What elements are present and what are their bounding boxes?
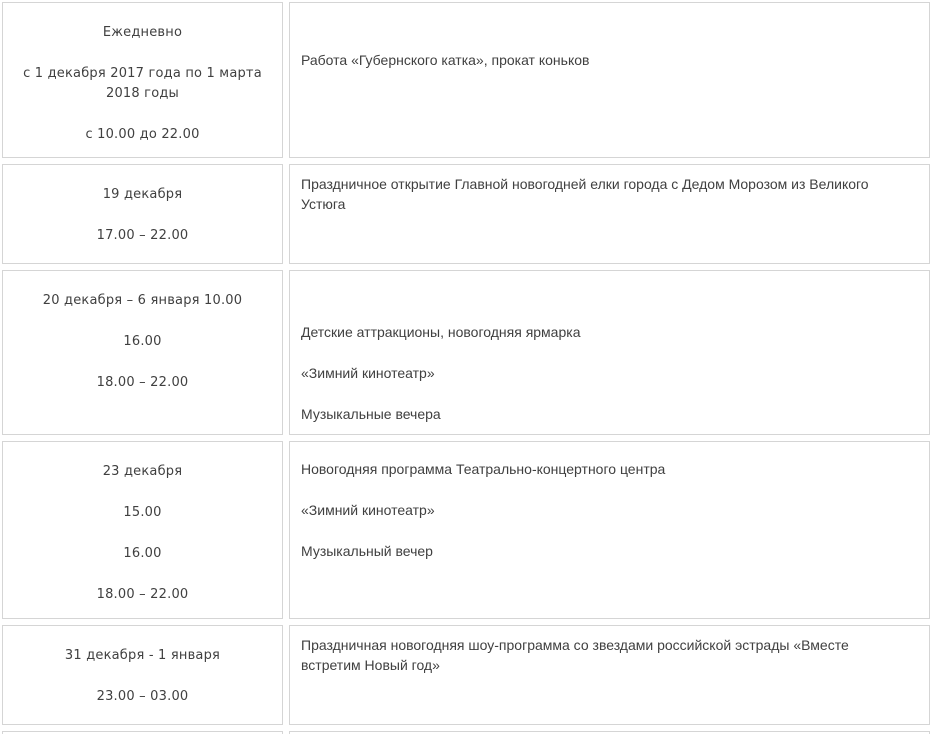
- event-description-cell-text: Работа «Губернского катка», прокат коньков: [301, 51, 590, 68]
- event-description-cell-text: Новогодняя программа Театрально-концертного центра: [301, 460, 666, 477]
- event-description-cell-text: «Зимний кинотеатр»: [301, 501, 435, 518]
- table-row: [2, 625, 930, 725]
- event-description-cell: [289, 270, 930, 435]
- table-row: [2, 270, 930, 435]
- schedule-time-cell-text: 16.00: [123, 334, 162, 349]
- event-description-cell-text: [301, 281, 881, 301]
- event-description-cell-text: Праздничная новогодняя шоу-программа со звездами российской эстрады «Вместе встретим Новый год»: [301, 636, 849, 673]
- schedule-time-cell-text: с 10.00 до 22.00: [85, 127, 200, 142]
- schedule-table-body: [2, 2, 930, 734]
- schedule-time-cell-text: 31 декабря - 1 января: [64, 648, 221, 663]
- event-description-cell-text: [301, 582, 881, 602]
- event-description-cell-text: Детские аттракционы, новогодняя ярмарка: [301, 324, 581, 340]
- schedule-time-cell-text: 18.00 – 22.00: [96, 587, 189, 602]
- event-description-cell-text: «Зимний кинотеатр»: [301, 365, 435, 381]
- schedule-time-cell-text: 23.00 – 03.00: [96, 689, 189, 704]
- schedule-time-cell-text: Ежедневно: [102, 25, 183, 40]
- table-row: [2, 2, 930, 158]
- event-description-cell: [289, 164, 930, 264]
- schedule-time-cell-text: 20 декабря – 6 января 10.00: [42, 293, 243, 308]
- schedule-time-cell: [2, 2, 283, 158]
- schedule-time-cell: [2, 164, 283, 264]
- event-description-cell: [289, 2, 930, 158]
- schedule-time-cell-text: с 1 декабря 2017 года по 1 марта 2018 годы: [23, 66, 262, 101]
- event-description-cell-text: [301, 696, 881, 716]
- schedule-time-cell: [2, 270, 283, 435]
- schedule-time-cell: [2, 441, 283, 619]
- schedule-time-cell-text: 15.00: [123, 505, 162, 520]
- table-row: [2, 164, 930, 264]
- schedule-time-cell-text: 16.00: [123, 546, 162, 561]
- table-row: [2, 441, 930, 619]
- schedule-time-cell-text: 18.00 – 22.00: [96, 375, 189, 390]
- event-description-cell-text: Музыкальные вечера: [301, 406, 441, 422]
- schedule-time-cell-text: 23 декабря: [102, 464, 183, 479]
- schedule-time-cell-text: 19 декабря: [102, 187, 183, 202]
- event-description-cell-text: [301, 235, 881, 255]
- event-description-cell-text: [301, 91, 881, 111]
- schedule-time-cell: [2, 625, 283, 725]
- event-description-cell: [289, 625, 930, 725]
- event-description-cell-text: Праздничное открытие Главной новогодней елки города с Дедом Морозом из Великого Устюга: [301, 175, 869, 212]
- event-description-cell-text: Музыкальный вечер: [301, 542, 433, 559]
- schedule-time-cell-text: 17.00 – 22.00: [96, 228, 189, 243]
- event-description-cell: [289, 441, 930, 619]
